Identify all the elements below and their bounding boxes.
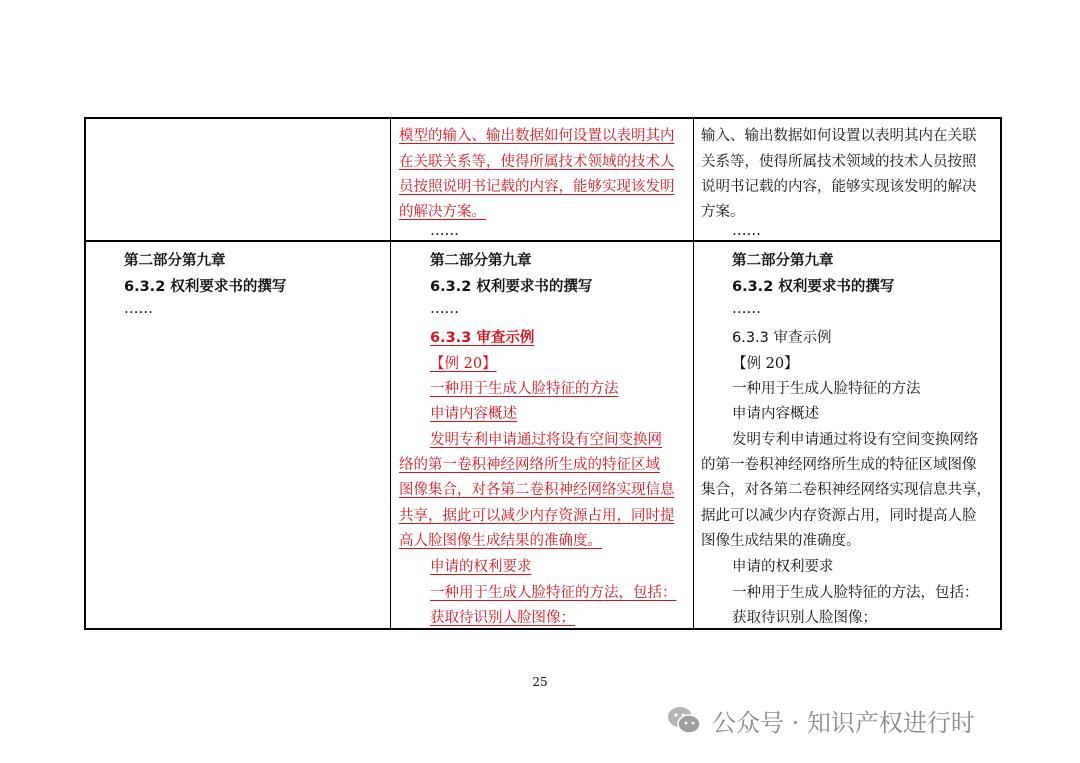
- ellipsis: ……: [732, 223, 761, 239]
- ellipsis: ……: [124, 301, 153, 317]
- section-heading: 6.3.2 权利要求书的撰写: [732, 279, 895, 295]
- text-line: 说明书记载的内容，能够实现该发明的解决: [701, 179, 977, 195]
- text-line: 关系等，使得所属技术领域的技术人员按照: [701, 154, 977, 170]
- text-line: 据此可以减少内存资源占用，同时提高人脸: [701, 508, 977, 524]
- text-line: 高人脸图像生成结果的准确度。: [399, 533, 602, 549]
- chapter-heading: 第二部分第九章: [124, 253, 226, 269]
- text-line: 获取待识别人脸图像；: [732, 610, 877, 626]
- text-line: 发明专利申请通过将设有空间变换网: [430, 432, 662, 448]
- ellipsis: ……: [732, 301, 761, 317]
- text-line: 一种用于生成人脸特征的方法，包括：: [430, 585, 677, 601]
- subheading: 申请内容概述: [732, 406, 819, 422]
- text-line: 图像生成结果的准确度。: [701, 533, 861, 549]
- section-heading: 6.3.2 权利要求书的撰写: [124, 279, 287, 295]
- text-line: 的第一卷积神经网络所生成的特征区域图像: [701, 457, 977, 473]
- text-line: 共享，据此可以减少内存资源占用，同时提: [399, 508, 675, 524]
- page-number: 25: [532, 675, 548, 689]
- wechat-icon: [666, 705, 702, 735]
- example-title: 一种用于生成人脸特征的方法: [430, 381, 619, 397]
- section-heading: 6.3.2 权利要求书的撰写: [430, 279, 593, 295]
- example-section-heading: 6.3.3 审查示例: [430, 330, 535, 346]
- example-label: 【例 20】: [430, 356, 497, 372]
- subheading: 申请的权利要求: [732, 559, 834, 575]
- text-line: 方案。: [701, 204, 745, 220]
- text-line: 的解决方案。: [399, 204, 486, 220]
- watermark: [666, 701, 975, 739]
- text-line: 员按照说明书记载的内容，能够实现该发明: [399, 179, 675, 195]
- example-label: 【例 20】: [732, 356, 799, 372]
- text-line: 输入、输出数据如何设置以表明其内在关联: [701, 128, 977, 144]
- column-divider-1: [390, 119, 391, 628]
- text-line: 图像集合，对各第二卷积神经网络实现信息: [399, 482, 675, 498]
- ellipsis: ……: [430, 223, 459, 239]
- example-section-heading: 6.3.3 审查示例: [732, 330, 832, 346]
- text-line: 一种用于生成人脸特征的方法，包括：: [732, 585, 979, 601]
- example-title: 一种用于生成人脸特征的方法: [732, 381, 921, 397]
- text-line: 发明专利申请通过将设有空间变换网络: [732, 432, 979, 448]
- watermark-text: 公众号 · 知识产权进行时: [712, 708, 975, 737]
- subheading: 申请的权利要求: [430, 559, 532, 575]
- chapter-heading: 第二部分第九章: [732, 253, 834, 269]
- chapter-heading: 第二部分第九章: [430, 253, 532, 269]
- subheading: 申请内容概述: [430, 406, 517, 422]
- text-line: 模型的输入、输出数据如何设置以表明其内: [399, 128, 675, 144]
- row-divider: [86, 240, 1000, 242]
- text-line: 获取待识别人脸图像；: [430, 610, 575, 626]
- text-line: 集合，对各第二卷积神经网络实现信息共享，: [701, 482, 991, 498]
- text-line: 在关联关系等，使得所属技术领域的技术人: [399, 154, 675, 170]
- column-divider-2: [693, 119, 694, 628]
- comparison-table: [84, 117, 1002, 630]
- text-line: 络的第一卷积神经网络所生成的特征区域: [399, 457, 660, 473]
- ellipsis: ……: [430, 301, 459, 317]
